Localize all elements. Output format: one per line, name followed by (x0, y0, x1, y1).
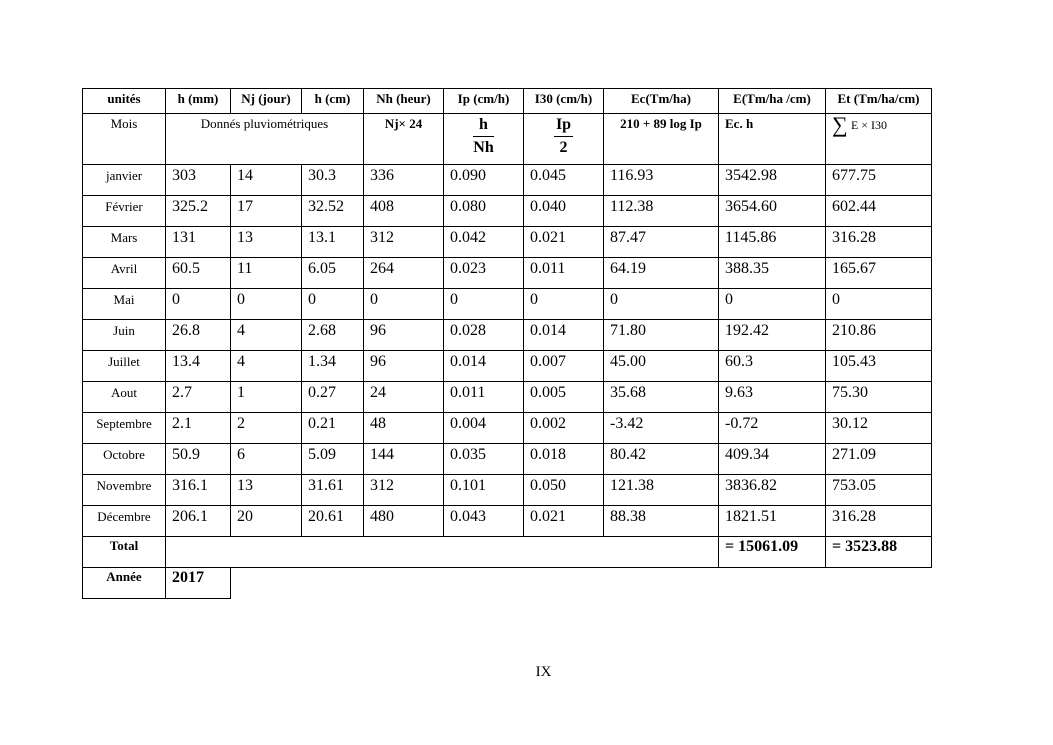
data-cell: 80.42 (604, 444, 719, 475)
data-cell: 0.014 (524, 320, 604, 351)
formula-ip (444, 114, 524, 165)
data-cell: 13 (231, 227, 302, 258)
data-cell: 3836.82 (719, 475, 826, 506)
formula-ec: 210 + 89 log Ip (604, 114, 719, 165)
table-row (83, 413, 932, 444)
data-cell: 2.1 (166, 413, 231, 444)
data-cell: 0.101 (444, 475, 524, 506)
data-cell: 0.27 (302, 382, 364, 413)
data-cell: 35.68 (604, 382, 719, 413)
data-cell: 602.44 (826, 196, 932, 227)
page-number: IX (535, 664, 552, 680)
formula-merged-cell: Donnés pluviométriques (166, 114, 364, 165)
data-rows (83, 165, 932, 537)
data-cell: 13.1 (302, 227, 364, 258)
table-row (83, 444, 932, 475)
data-cell: 4 (231, 351, 302, 382)
total-et-value: = 3523.88 (826, 537, 932, 568)
data-cell: 0 (826, 289, 932, 320)
month-label: Décembre (83, 506, 166, 537)
fraction-numerator: h (473, 116, 493, 137)
data-cell: 677.75 (826, 165, 932, 196)
data-cell: 0.042 (444, 227, 524, 258)
formula-label: Mois (83, 114, 166, 165)
data-cell: 60.3 (719, 351, 826, 382)
data-cell: 71.80 (604, 320, 719, 351)
data-cell: 50.9 (166, 444, 231, 475)
data-cell: 2.68 (302, 320, 364, 351)
data-cell: 2.7 (166, 382, 231, 413)
month-label: Aout (83, 382, 166, 413)
data-cell: 26.8 (166, 320, 231, 351)
data-cell: 206.1 (166, 506, 231, 537)
data-cell: 30.12 (826, 413, 932, 444)
data-cell: 11 (231, 258, 302, 289)
data-cell: 48 (364, 413, 444, 444)
fraction-numerator: Ip (554, 116, 573, 137)
formula-e: Ec. h (719, 114, 826, 165)
data-cell: 105.43 (826, 351, 932, 382)
data-cell: 45.00 (604, 351, 719, 382)
fraction (473, 116, 493, 157)
data-cell: 3654.60 (719, 196, 826, 227)
data-cell: 60.5 (166, 258, 231, 289)
data-cell: 0.023 (444, 258, 524, 289)
data-cell: 336 (364, 165, 444, 196)
data-cell: 20 (231, 506, 302, 537)
header-cell: Nh (heur) (364, 89, 444, 114)
data-cell: 64.19 (604, 258, 719, 289)
data-cell: 0.007 (524, 351, 604, 382)
data-cell: 9.63 (719, 382, 826, 413)
data-cell: 88.38 (604, 506, 719, 537)
data-cell: 0.014 (444, 351, 524, 382)
data-cell: 20.61 (302, 506, 364, 537)
data-cell: 144 (364, 444, 444, 475)
data-cell: 1 (231, 382, 302, 413)
data-cell: 87.47 (604, 227, 719, 258)
data-cell: 75.30 (826, 382, 932, 413)
data-cell: 0 (524, 289, 604, 320)
data-cell: 480 (364, 506, 444, 537)
data-cell: -0.72 (719, 413, 826, 444)
data-cell: 409.34 (719, 444, 826, 475)
data-cell: 0.021 (524, 506, 604, 537)
data-cell: 264 (364, 258, 444, 289)
blank-area (231, 568, 932, 599)
month-label: Octobre (83, 444, 166, 475)
month-label: Novembre (83, 475, 166, 506)
formula-nh: Nj× 24 (364, 114, 444, 165)
header-cell: Nj (jour) (231, 89, 302, 114)
data-cell: 14 (231, 165, 302, 196)
data-cell: 0.21 (302, 413, 364, 444)
data-cell: 0.004 (444, 413, 524, 444)
month-label: Février (83, 196, 166, 227)
rainfall-erosivity-table (82, 88, 932, 599)
table-row (83, 227, 932, 258)
total-label: Total (83, 537, 166, 568)
data-cell: 753.05 (826, 475, 932, 506)
data-cell: 408 (364, 196, 444, 227)
data-cell: 0 (231, 289, 302, 320)
header-row (83, 89, 932, 114)
table-row (83, 196, 932, 227)
data-cell: 312 (364, 475, 444, 506)
data-cell: 0.050 (524, 475, 604, 506)
month-label: Juillet (83, 351, 166, 382)
data-cell: 316.28 (826, 506, 932, 537)
data-cell: 6 (231, 444, 302, 475)
data-cell: 0.028 (444, 320, 524, 351)
data-cell: 0 (302, 289, 364, 320)
data-cell: 2 (231, 413, 302, 444)
data-cell: 131 (166, 227, 231, 258)
data-cell: 210.86 (826, 320, 932, 351)
data-cell: 116.93 (604, 165, 719, 196)
header-cell: h (cm) (302, 89, 364, 114)
data-cell: 0.011 (444, 382, 524, 413)
formula-row (83, 114, 932, 165)
data-cell: 0.040 (524, 196, 604, 227)
data-cell: 0.021 (524, 227, 604, 258)
data-cell: 0.080 (444, 196, 524, 227)
table-row (83, 351, 932, 382)
data-cell: 0.035 (444, 444, 524, 475)
formula-i30 (524, 114, 604, 165)
fraction (554, 116, 573, 157)
table-row (83, 165, 932, 196)
year-label: Année (83, 568, 166, 599)
data-cell: -3.42 (604, 413, 719, 444)
data-cell: 1145.86 (719, 227, 826, 258)
data-cell: 32.52 (302, 196, 364, 227)
data-cell: 24 (364, 382, 444, 413)
data-cell: 0.002 (524, 413, 604, 444)
month-label: Mai (83, 289, 166, 320)
data-cell: 0.045 (524, 165, 604, 196)
data-cell: 271.09 (826, 444, 932, 475)
fraction-denominator: 2 (559, 139, 568, 156)
data-cell: 325.2 (166, 196, 231, 227)
year-value: 2017 (166, 568, 231, 599)
month-label: janvier (83, 165, 166, 196)
data-cell: 0.005 (524, 382, 604, 413)
table-row (83, 475, 932, 506)
data-cell: 13 (231, 475, 302, 506)
month-label: Mars (83, 227, 166, 258)
header-cell: Ip (cm/h) (444, 89, 524, 114)
month-label: Juin (83, 320, 166, 351)
month-label: Avril (83, 258, 166, 289)
data-cell: 0.011 (524, 258, 604, 289)
data-cell: 17 (231, 196, 302, 227)
data-cell: 1.34 (302, 351, 364, 382)
data-cell: 13.4 (166, 351, 231, 382)
total-empty-cell (166, 537, 719, 568)
data-cell: 4 (231, 320, 302, 351)
header-cell: E(Tm/ha /cm) (719, 89, 826, 114)
data-cell: 1821.51 (719, 506, 826, 537)
data-cell: 388.35 (719, 258, 826, 289)
header-cell: I30 (cm/h) (524, 89, 604, 114)
data-cell: 0 (166, 289, 231, 320)
table-row (83, 506, 932, 537)
data-cell: 316.28 (826, 227, 932, 258)
data-cell: 0 (604, 289, 719, 320)
formula-et-text: E × I30 (850, 118, 888, 133)
data-cell: 3542.98 (719, 165, 826, 196)
data-cell: 31.61 (302, 475, 364, 506)
month-label: Septembre (83, 413, 166, 444)
total-row (83, 537, 932, 568)
table-row (83, 382, 932, 413)
data-cell: 312 (364, 227, 444, 258)
total-e-value: = 15061.09 (719, 537, 826, 568)
data-cell: 0 (719, 289, 826, 320)
table-row (83, 258, 932, 289)
data-cell: 0.090 (444, 165, 524, 196)
data-cell: 96 (364, 351, 444, 382)
table-row (83, 289, 932, 320)
table-row (83, 320, 932, 351)
data-cell: 165.67 (826, 258, 932, 289)
header-cell: h (mm) (166, 89, 231, 114)
year-row (83, 568, 932, 599)
data-cell: 0.043 (444, 506, 524, 537)
data-cell: 30.3 (302, 165, 364, 196)
data-cell: 112.38 (604, 196, 719, 227)
sigma-icon: ∑ (832, 113, 848, 138)
data-cell: 5.09 (302, 444, 364, 475)
data-cell: 96 (364, 320, 444, 351)
header-cell: Ec(Tm/ha) (604, 89, 719, 114)
fraction-denominator: Nh (473, 139, 494, 156)
data-cell: 6.05 (302, 258, 364, 289)
data-cell: 0.018 (524, 444, 604, 475)
formula-et (826, 114, 932, 165)
data-cell: 192.42 (719, 320, 826, 351)
header-cell: Et (Tm/ha/cm) (826, 89, 932, 114)
data-cell: 303 (166, 165, 231, 196)
data-cell: 0 (444, 289, 524, 320)
header-cell: unités (83, 89, 166, 114)
data-cell: 316.1 (166, 475, 231, 506)
data-cell: 121.38 (604, 475, 719, 506)
data-cell: 0 (364, 289, 444, 320)
